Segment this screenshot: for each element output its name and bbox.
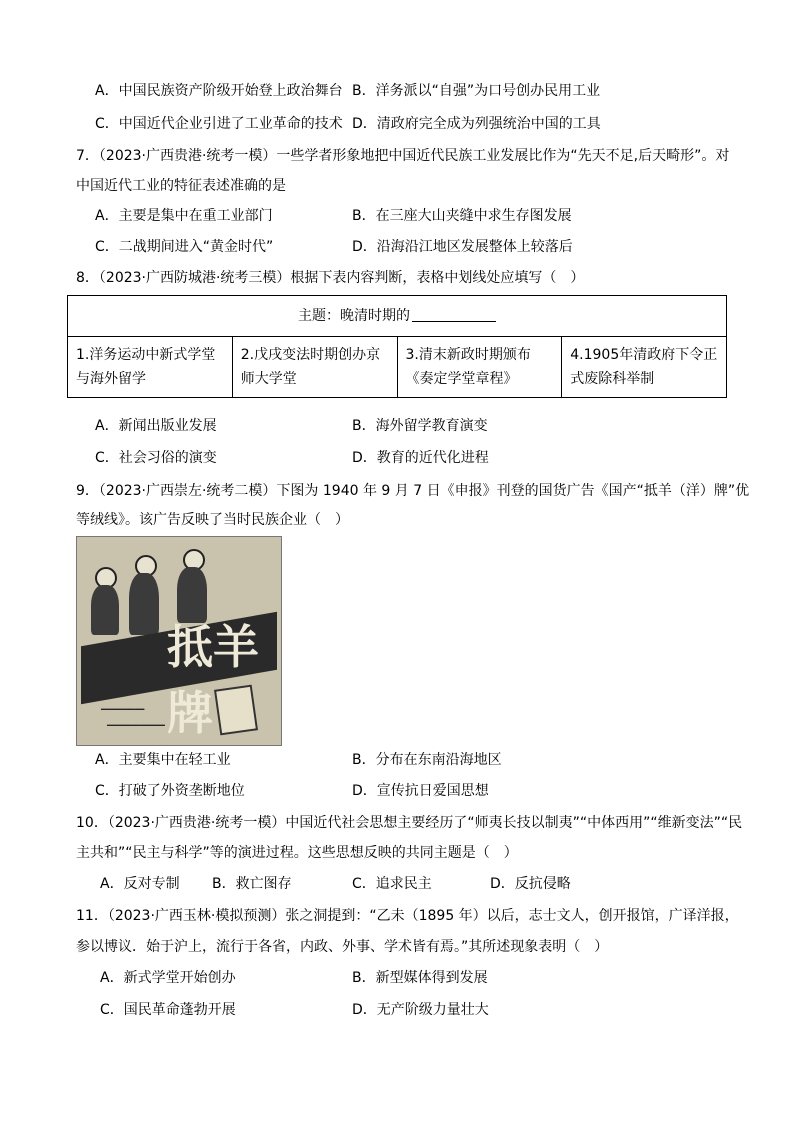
q10-stem-line2: 主共和”“民主与科学”等的演进过程。这些思想反映的共同主题是（ ）: [76, 845, 518, 861]
q10-option-b: B．救亡图存: [212, 876, 292, 892]
q7-stem-line1: 7．（2023·广西贵港·统考一模）一些学者形象地把中国近代民族工业发展比作为“先天不足,后天畸形”。对: [76, 148, 730, 164]
q11-stem-line1: 11．（2023·广西玉林·模拟预测）张之洞提到：“乙未（1895 年）以后，志士文人，创开报馆，广译洋报，: [76, 908, 739, 924]
q7-option-c: C．二战期间进入“黄金时代”: [95, 239, 274, 255]
q8-option-c: C．社会习俗的演变: [95, 450, 217, 466]
q9-stem-line2: 等绒线》。该广告反映了当时民族企业（ ）: [76, 512, 349, 528]
q7-option-b: B．在三座大山夹缝中求生存图发展: [352, 208, 572, 224]
advertisement-image: 抵羊牌 ━━━━━━━━━ ━━━━━━━━━━━━: [76, 536, 282, 746]
q11-option-d: D．无产阶级力量壮大: [352, 1002, 489, 1018]
q9-option-c: C．打破了外资垄断地位: [95, 783, 245, 799]
q8-cell-1: 1.洋务运动中新式学堂与海外留学: [68, 337, 233, 398]
q7-option-a: A．主要是集中在重工业部门: [95, 208, 273, 224]
q8-cell-2: 2.戊戌变法时期创办京师大学堂: [232, 337, 397, 398]
q10-option-a: A．反对专制: [100, 876, 180, 892]
q8-table: [67, 295, 727, 398]
q7-option-d: D．沿海沿江地区发展整体上较落后: [352, 239, 573, 255]
q9-stem-line1: 9．（2023·广西崇左·统考二模）下图为 1940 年 9 月 7 日《申报》刊登的国货广告《国产“抵羊（洋）牌”优: [76, 483, 750, 499]
q11-stem-line2: 参以博议．始于沪上，流行于各省，内政、外事、学术皆有焉。”其所述现象表明（ ）: [76, 939, 609, 955]
q9-option-a: A．主要集中在轻工业: [95, 752, 231, 768]
q9-option-d: D．宣传抗日爱国思想: [352, 783, 489, 799]
q11-option-b: B．新型媒体得到发展: [352, 970, 488, 986]
q8-option-b: B．海外留学教育演变: [352, 418, 488, 434]
q8-cell-4: 4.1905年清政府下令正式废除科举制: [562, 337, 727, 398]
q8-blank-line: [412, 306, 496, 322]
q11-option-a: A．新式学堂开始创办: [100, 970, 236, 986]
q8-option-a: A．新闻出版业发展: [95, 418, 217, 434]
poster-brand-text: 抵羊牌: [167, 620, 259, 740]
q9-option-b: B．分布在东南沿海地区: [352, 752, 502, 768]
q8-option-d: D．教育的近代化进程: [352, 450, 489, 466]
q10-option-d: D．反抗侵略: [490, 876, 571, 892]
q10-stem-line1: 10．（2023·广西贵港·统考一模）中国近代社会思想主要经历了“师夷长技以制夷”“中体西用”“维新变法”“民: [76, 815, 743, 831]
prev-option-a: A．中国民族资产阶级开始登上政治舞台: [95, 83, 343, 99]
prev-option-c: C．中国近代企业引进了工业革命的技术: [95, 116, 343, 132]
q8-cell-3: 3.清末新政时期颁布《奏定学堂章程》: [397, 337, 562, 398]
q10-option-c: C．追求民主: [352, 876, 432, 892]
q8-stem: 8．（2023·广西防城港·统考三模）根据下表内容判断，表格中划线处应填写（ ）: [76, 270, 585, 286]
q8-table-header: [68, 296, 727, 337]
prev-option-d: D．清政府完全成为列强统治中国的工具: [352, 116, 601, 132]
q8-table-title: 主题：晚清时期的: [298, 308, 410, 324]
prev-option-b: B．洋务派以“自强”为口号创办民用工业: [352, 83, 601, 99]
q7-stem-line2: 中国近代工业的特征表述准确的是: [76, 178, 286, 194]
q11-option-c: C．国民革命蓬勃开展: [100, 1002, 236, 1018]
